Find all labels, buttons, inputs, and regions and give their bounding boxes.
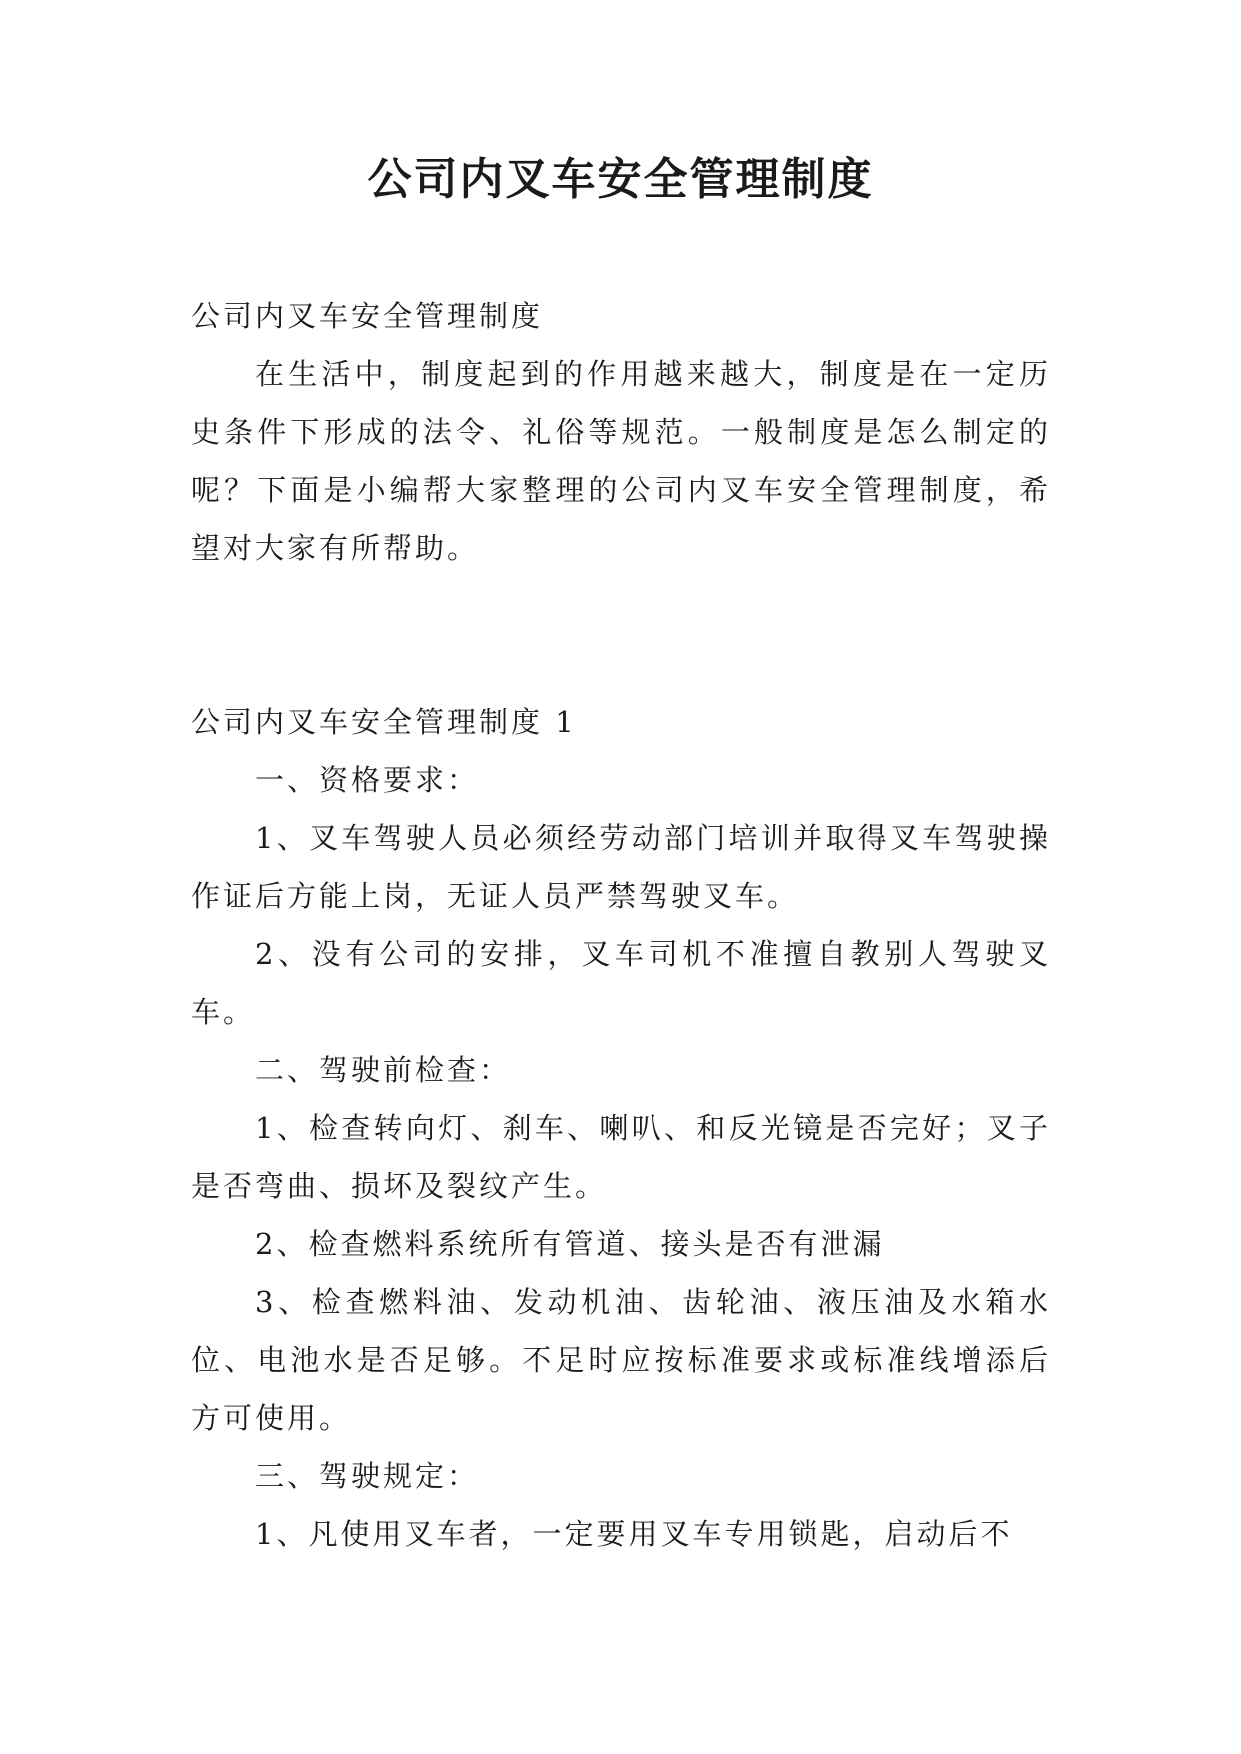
paragraph-item: 1、凡使用叉车者，一定要用叉车专用锁匙，启动后不 bbox=[255, 1517, 1013, 1551]
intro-paragraph: 在生活中，制度起到的作用越来越大，制度是在一定历史条件下形成的法令、礼俗等规范。一般制度是怎么制定的呢？下面是小编帮大家整理的公司内叉车安全管理制度，希望对大家有所帮助。 bbox=[191, 357, 1051, 565]
paragraph-item: 2、没有公司的安排，叉车司机不准擅自教别人驾驶叉车。 bbox=[191, 937, 1051, 1029]
subsection-heading-driving-rules: 三、驾驶规定： bbox=[255, 1459, 480, 1493]
section-spacer bbox=[191, 577, 1051, 693]
section-heading: 公司内叉车安全管理制度 1 bbox=[191, 705, 577, 739]
document-title: 公司内叉车安全管理制度 bbox=[367, 154, 874, 205]
subsection-heading-pre-drive-check: 二、驾驶前检查： bbox=[255, 1053, 512, 1087]
subsection-heading-qualification: 一、资格要求： bbox=[255, 763, 480, 797]
paragraph-item: 1、检查转向灯、刹车、喇叭、和反光镜是否完好；叉子是否弯曲、损坏及裂纹产生。 bbox=[191, 1111, 1051, 1203]
paragraph-item: 1、叉车驾驶人员必须经劳动部门培训并取得叉车驾驶操作证后方能上岗，无证人员严禁驾驶叉车。 bbox=[191, 821, 1051, 913]
paragraph-item: 3、检查燃料油、发动机油、齿轮油、液压油及水箱水位、电池水是否足够。不足时应按标准要求或标准线增添后方可使用。 bbox=[191, 1285, 1051, 1435]
paragraph-item: 2、检查燃料系统所有管道、接头是否有泄漏 bbox=[255, 1227, 885, 1261]
intro-heading: 公司内叉车安全管理制度 bbox=[191, 299, 544, 333]
document-body bbox=[191, 287, 1051, 1563]
